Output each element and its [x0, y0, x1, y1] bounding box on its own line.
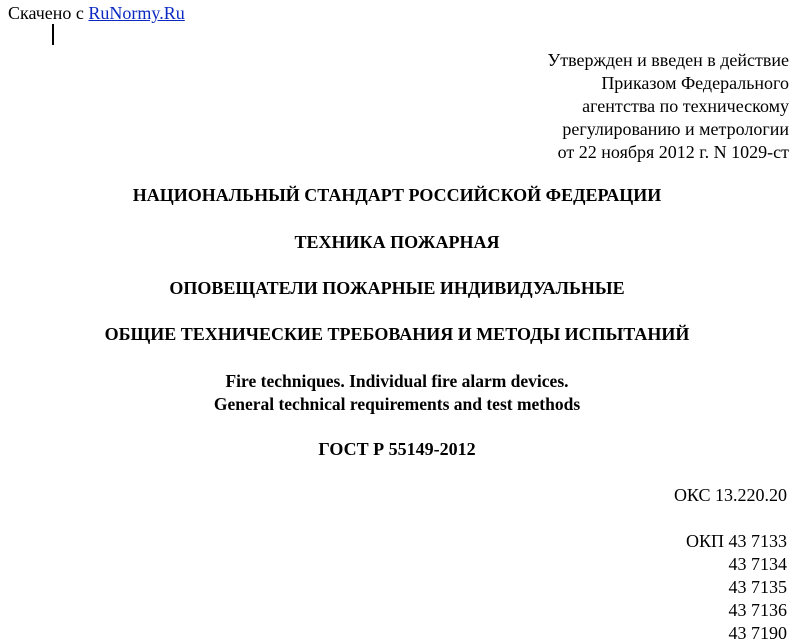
okp-codes — [487, 530, 787, 643]
english-title-line: General technical requirements and test methods — [213, 394, 581, 414]
approval-line: Приказом Федерального — [601, 73, 789, 93]
standard-type-heading: НАЦИОНАЛЬНЫЙ СТАНДАРТ РОССИЙСКОЙ ФЕДЕРАЦИИ — [132, 185, 662, 205]
oks-code: ОКС 13.220.20 — [673, 485, 787, 505]
approval-block — [289, 49, 789, 164]
subject-heading: ТЕХНИКА ПОЖАРНАЯ — [294, 232, 500, 252]
okp-code: 43 7135 — [728, 577, 787, 597]
approval-line: агентства по техническому — [582, 96, 789, 116]
approval-line: регулированию и метрологии — [562, 119, 789, 139]
standard-name-heading: ОПОВЕЩАТЕЛИ ПОЖАРНЫЕ ИНДИВИДУАЛЬНЫЕ — [169, 278, 625, 298]
text-cursor — [52, 24, 54, 45]
okp-code: 43 7190 — [728, 623, 787, 643]
english-title-line: Fire techniques. Individual fire alarm devices. — [225, 371, 569, 391]
download-source — [8, 3, 185, 23]
download-prefix: Скачено с — [8, 3, 89, 23]
okp-code: 43 7134 — [728, 554, 787, 574]
approval-line: от 22 ноября 2012 г. N 1029-ст — [557, 142, 789, 162]
okp-code: ОКП 43 7133 — [685, 531, 787, 551]
runormy-link[interactable]: RuNormy.Ru — [88, 3, 185, 23]
english-title — [0, 370, 794, 416]
okp-code: 43 7136 — [728, 600, 787, 620]
approval-line: Утвержден и введен в действие — [547, 50, 789, 70]
standard-designation: ГОСТ Р 55149-2012 — [318, 439, 476, 459]
standard-subtitle-heading: ОБЩИЕ ТЕХНИЧЕСКИЕ ТРЕБОВАНИЯ И МЕТОДЫ ИСПЫТАНИЙ — [104, 324, 690, 344]
